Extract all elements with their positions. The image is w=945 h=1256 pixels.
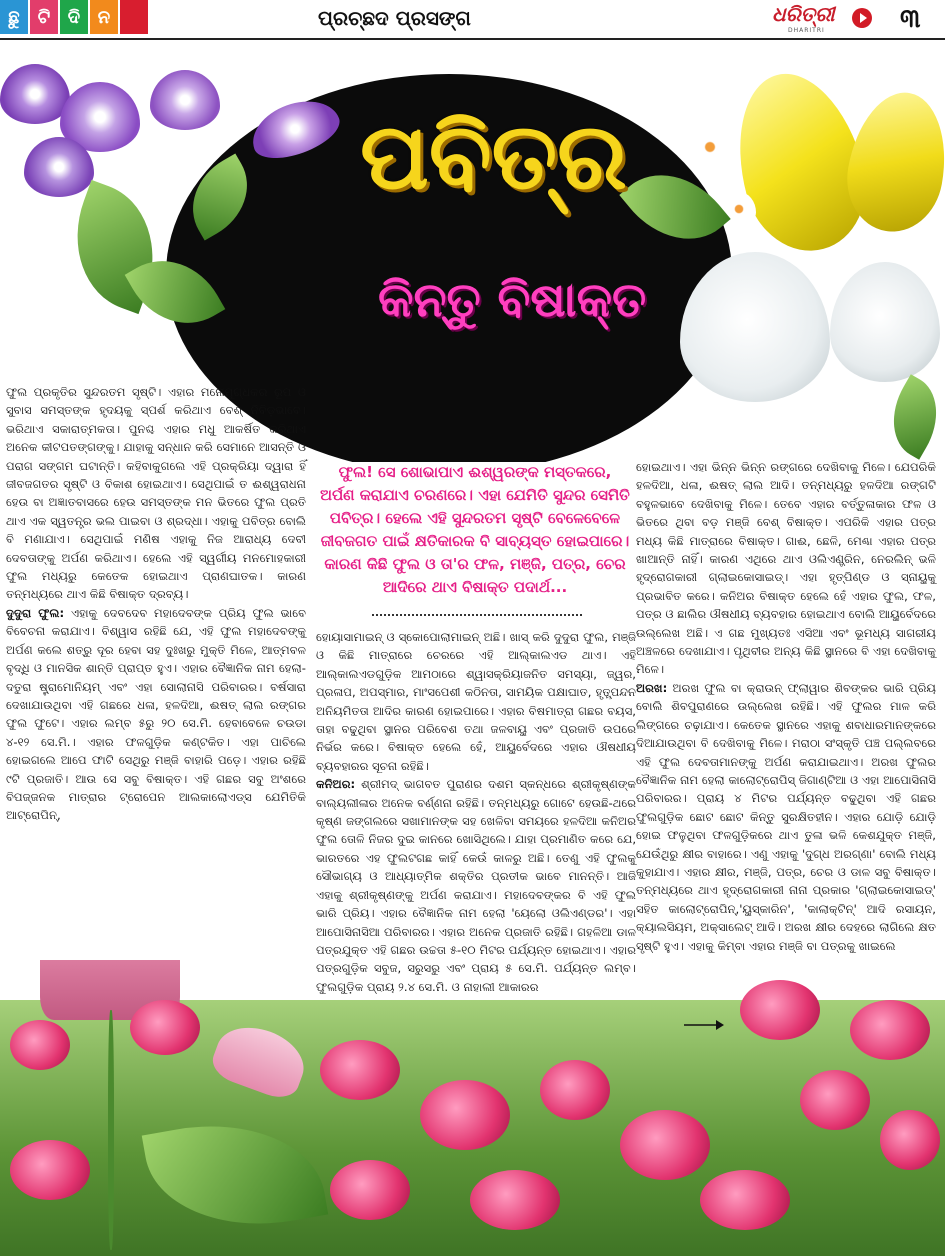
pull-quote: ଫୁଲ! ସେ ଶୋଭାପାଏ ଈଶ୍ୱରଙ୍କ ମସ୍ତକରେ, ଅର୍ପଣ କରାଯାଏ ଚରଣରେ। ଏହା ଯେମିତି ସୁନ୍ଦର ସେମିତି ପବିତ୍ର। ହେଲେ ଏହି ସୁନ୍ଦରତମ ସୃଷ୍ଟି ବେଳେବେଳେ ଜୀବଜଗତ ପାଇଁ କ୍ଷତିକାରକ ବି ସାବ୍ୟସ୍ତ ହୋଇପାରେ। କାରଣ କିଛି ଫୁଲ ଓ ତା'ର ଫଳ, ମଞ୍ଜି, ପତ୍ର, ଚେର ଆଦିରେ ଥାଏ ବିଷାକ୍ତ ପଦାର୍ଥ... [320,463,630,596]
oleander-bloom [10,1020,70,1070]
page-header [0,0,945,40]
brand-letter [120,0,148,34]
oleander-bloom [740,980,820,1040]
oleander-bloom [420,1080,510,1150]
crown-flower-image [0,64,70,124]
arrow-right-icon [684,1018,724,1032]
article-column-left [6,383,306,825]
oleander-bloom [880,1110,940,1170]
oleander-bloom [850,1000,930,1060]
oleander-bloom [800,1070,870,1130]
paragraph-text: ଶ୍ରୀମଦ୍ ଭାଗବତ ପୁରାଣର ଦଶମ ସ୍କନ୍ଧରେ ଶ୍ରୀକୃଷ୍ଣଙ୍କ ବାଲ୍ୟଲୀଳାର ଅନେକ ବର୍ଣ୍ଣନା ରହିଛି। ତନ୍ମଧ୍ୟରୁ ଗୋଟେ ହେଉଛି-ଥରେ କୃଷ୍ଣ ଜଙ୍ଗଲରେ ସଖାମାନଙ୍କ ସହ ଖେଳିବା ସମୟରେ ହଳଦିଆ କନିଅର ଫୁଲ ତୋଳି ନିଜର ଦୁଇ କାନରେ ଖୋସିଥିଲେ। ଯାହା ପ୍ରମାଣିତ କରେ ଯେ, ଭାରତରେ ଏହ ଫୁଲଟଗଛ କାହିଁ କେଉଁ କାଳରୁ ଅଛି। ତେଣୁ ଏହି ଫୁଲକୁ ସୌଭାଗ୍ୟ ଓ ଆଧ୍ୟାତ୍ମିକ ଶକ୍ତିର ପ୍ରତୀକ ଭାବେ ମାନନ୍ତି। ଆଜି ଏହାକୁ ଶ୍ରୀକୃଷ୍ଣଙ୍କୁ ଅର୍ପଣ କରାଯାଏ। ମହାଦେବଙ୍କର ବି ଏହି ଫୁଲ ଭାରି ପ୍ରିୟ। ଏହାର ବୈଜ୍ଞାନିକ ନାମ ହେଲା 'ୟେଲୋ ଓଲିଏଣ୍ଡର'। ଏହା ଆପୋସିନାସିଆ ପରିବାରର। ଏହାର ଅନେକ ପ୍ରଜାତି ରହିଛି। ଗହଳିଆ ଡାଳ ପତ୍ରଯୁକ୍ତ ଏହି ଗଛର ଉଚ୍ଚତା ୫-୧୦ ମିଟର ପର୍ଯ୍ୟନ୍ତ ହୋଇଥାଏ। ଏହାର ପତ୍ରଗୁଡ଼ିକ ସବୁଜ, ସରୁସରୁ ଏବଂ ପ୍ରାୟ ୫ ସେ.ମି. ପର୍ଯ୍ୟନ୍ତ ଲମ୍ବ। ଫୁଲଗୁଡ଼ିକ ପ୍ରାୟ ୨.୪ ସେ.ମି. ଓ ନାହାଲୀ ଆକାରର [316,777,637,994]
oleander-bloom [470,1170,560,1230]
newspaper-logo [770,2,852,36]
article-subheadline: କିନ୍ତୁ ବିଷାକ୍ତ [378,272,647,328]
play-icon[interactable] [852,8,872,28]
newspaper-sub: DHARITRI [788,27,825,34]
paragraph [636,458,936,679]
section-title: ପ୍ରଚ୍ଛଦ ପ୍ରସଙ୍ଗ [318,6,471,30]
brand-letter: ନ [90,0,118,34]
article-headline: ପବିତ୍ର [360,102,627,210]
subheading: ଅରଖ: [636,680,668,695]
oleander-garden-image [0,960,945,1256]
oleander-bloom [320,1040,400,1100]
datura-flower-image [830,262,940,382]
paragraph [316,628,636,775]
paragraph-text: ଏହାକୁ ଦେବଦେବ ମହାଦେବଙ୍କ ପ୍ରିୟ ଫୁଲ ଭାବେ ବିବେଚନା କରାଯାଏ। ବିଶ୍ୱାସ ରହିଛି ଯେ, ଏହି ଫୁଲ ମହାଦେବଙ୍କୁ ଅର୍ପଣ କଲେ ଶତ୍ରୁ ଦୂର ହେବା ସହ ଦୁଃଖରୁ ମୁକ୍ତି ମିଳେ, ଆତ୍ମବଳ ବୃଦ୍ଧି ଓ ମାନସିକ ଶାନ୍ତି ପ୍ରାପ୍ତ ହୁଏ। ଏହାର ବୈଜ୍ଞାନିକ ନାମ ହେଲା-ଦତୁରା ଷ୍ଟ୍ରାମୋନିୟମ୍ ଏବଂ ଏହା ସୋଲାନାସି ପରିବାରର। ବର୍ଷସାରା ଦେଖାଯାଉଥିବା ଏହି ଗଛରେ ଧଳା, ହଳଦିଆ, ଈଷତ୍ ଲାଲ ରଙ୍ଗର ଫୁଲ ଫୁଟେ। ଏହାର ଲମ୍ବ ୫ରୁ ୨୦ ସେ.ମି. ହେବାବେଳେ ଚଉଡା ୪-୧୨ ସେ.ମି.। ଏହାର ଫଳଗୁଡ଼ିକ କଣ୍ଟକିତ। ଏହା ପାଚିଲେ ହୋଇଗଲେ ଆପେ ଫାଟି ସେଥିରୁ ମଞ୍ଜି ବାହାରି ପଡ଼େ। ଏହାର ରହିଛି ୯ଟି ପ୍ରଜାତି। ଆଉ ସେ ସବୁ ବିଷାକ୍ତ। ଏହି ଗଛର ସବୁ ଅଂଶରେ ବିପଜ୍ଜନକ ମାତ୍ରାର ଟ୍ରୋପେନ ଆଲକାଲୋଏଡ୍ସ ଯେମିତିକି ଆଟ୍ରୋପିନ୍, [6,605,306,823]
paragraph [6,604,306,825]
jasmine-image [690,127,730,167]
newspaper-name: ଧରିତ୍ରୀ [772,2,835,26]
section-brand [0,0,150,34]
oleander-bloom [130,1000,200,1055]
subheading: କନିଅର: [316,777,356,792]
brand-letter: ଛୁ [0,0,28,34]
paragraph [636,679,936,955]
oleander-bloom [10,1140,90,1200]
dotted-divider [372,614,582,616]
oleander-bloom [540,1060,610,1120]
page-number: ୩ [900,4,921,34]
paragraph-text: ଅରଖ ଫୁଲ ବା କ୍ରାଉନ୍ ଫ୍ଲାୱାର ଶିବଙ୍କର ଭାରି ପ୍ରିୟ ବୋଲି ଶିବପୁରାଣରେ ଉଲ୍ଲେଖ ରହିଛି। ଏହି ଫୁଲର ମାଳ କରି ଲିଙ୍ଗରେ ଚଢ଼ାଯାଏ। କେତେକ ସ୍ଥାନରେ ଏହାକୁ ଶବାଧାରମାନଙ୍କରେ ଦିଆଯାଉଥିବା ବି ଦେଖିବାକୁ ମିଳେ। ମରାଠା ସଂସ୍କୃତି ପଞ୍ଚ ପଲ୍ଲବରେ ଏହି ଫୁଲ ଦେବତାମାନଙ୍କୁ ଅର୍ପଣ କରାଯାଇଥାଏ। ଅରଖ ଫୁଲର ବୈଜ୍ଞାନିକ ନାମ ହେଲା କାଲୋଟ୍ରୋପିସ୍ ଜିଗାଣ୍ଟିଆ ଓ ଏହା ଆପୋସିନାସି ପରିବାରର। ପ୍ରାୟ ୪ ମିଟର ପର୍ଯ୍ୟନ୍ତ ବଢୁଥିବା ଏହି ଗଛର ଫୁଲଗୁଡ଼ିକ ଛୋଟ ଛୋଟ କିନ୍ତୁ ସୁରକ୍ଷିତହୀନ। ଏହାର ଯୋଡ଼ି ଯୋଡ଼ି ହୋଇ ଫଳୁଥିବା ଫଳଗୁଡ଼ିକରେ ଥାଏ ତୁଳା ଭଳି କେଶଯୁକ୍ତ ମଞ୍ଜି, ଯେଉଁଥିରୁ କ୍ଷୀର ବାହାରେ। ଏଣୁ ଏହାକୁ 'ଦୁଗ୍ଧ ଅରଗ୍ଣା' ବୋଲି ମଧ୍ୟ କୁହାଯାଏ। ଏହାର କ୍ଷୀର, ମଞ୍ଜି, ପତ୍ର, ଚେର ଓ ଡାଳ ସବୁ ବିଷାକ୍ତ। ତନ୍ମଧ୍ୟରେ ଥାଏ ହୃଦ୍‌ରୋଗକାରୀ ନାନା ପ୍ରକାର 'ଗ୍ଲାଇକୋସାଇଡ୍' ସହିତ କାଲୋଟ୍ରୋପିନ୍,'ୟୁସ୍କାରିନ', 'କାଲାକ୍ଟିନ୍' ଆଦି ରସାୟନ, କ୍ୟାଲସିୟମ, ଅକ୍ସାଲେଟ୍ ଆଦି। ଅରଖ କ୍ଷୀର ଦେହରେ ଲାଗିଲେ କ୍ଷତ ସୃଷ୍ଟି ହୁଏ। ଏହାକୁ କିମ୍ବା ଏହାର ମଞ୍ଜି ବା ପତ୍ରକୁ ଖାଇଲେ [636,680,936,953]
paragraph [6,383,306,604]
oleander-bloom [620,1110,710,1180]
article-column-right [636,458,936,955]
leaf-image [876,374,945,460]
article-column-middle [316,628,636,996]
paragraph-text: ହୋଇଥାଏ। ଏହା ଭିନ୍ନ ଭିନ୍ନ ରଙ୍ଗରେ ଦେଖିବାକୁ ମିଳେ। ଯେପରିକି ହଳଦିଆ, ଧଳା, ଈଷତ୍ ଲାଲ ଆଦି। ତନ୍ମଧ୍ୟରୁ ହଳଦିଆ ରଙ୍ଗଟି ବହୁଳଭାବେ ଦେଖିବାକୁ ମିଳେ। ତେବେ ଏହାର ବର୍ତ୍ତୁଳାକାର ଫଳ ଓ ଭିତରେ ଥିବା ବଡ଼ ମଞ୍ଜି ବେଶ୍ ବିଷାକ୍ତ। ଏପରିକି ଏହାର ପତ୍ର ମଧ୍ୟ କିଛି ମାତ୍ରାରେ ବିଷାକ୍ତ। ଗାଈ, ଛେଳି, ମେଣ୍ଢା ଏହାର ପତ୍ର ଖାଆନ୍ତି ନାହିଁ। କାରଣ ଏଥିରେ ଥାଏ ଓଲିଏଣ୍ଡ୍ରିନ, ନେରଲିନ୍ ଭଳି ହୃଦ୍‌ରୋଗକାରୀ ଗ୍ଲାଇକୋସାଇଡ୍। ଏହା ହୃତ୍‌ପିଣ୍ଡ ଓ ସ୍ନାୟୁକୁ ପ୍ରଭାବିତ କରେ। କନିଅର ବିଷାକ୍ତ ହେଲେ ହେଁ ଏହାର ଫୁଲ, ଫଳ, ପତ୍ର ଓ ଛାଲିର ଔଷଧୀୟ ବ୍ୟବହାର ହୋଇଥାଏ ବୋଲି ଆୟୁର୍ବେଦରେ ଉଲ୍ଲେଖ ଅଛି। ଏ ଗଛ ମୁଖ୍ୟତଃ ଏସିଆ ଏବଂ ଭୂମଧ୍ୟ ସାଗରୀୟ ଅଞ୍ଚଳରେ ଦେଖାଯାଏ। ପୃଥିବୀର ଅନ୍ୟ କିଛି ସ୍ଥାନରେ ବି ଏହା ଦେଖିବାକୁ ମିଳେ। [636,460,936,677]
oleander-bloom [330,1160,410,1220]
brand-letter: ଟି [30,0,58,34]
subheading: ଦୁଦୁରା ଫୁଲ: [6,605,65,620]
oleander-bloom [700,1170,790,1230]
paragraph-text: ହୋୟାସାମାଇନ୍ ଓ ସ୍କୋପୋଲାମାଇନ୍ ଅଛି। ଖାସ୍ କରି ଦୁଦୁରା ଫୁଲ, ମଞ୍ଜି ଓ କିଛି ମାତ୍ରାରେ ଚେରରେ ଏହି ଆଲ୍କାଲଏଡ ଥାଏ। ଏହି ଆଲ୍କାଲଏଡଗୁଡ଼ିକ ଆମଠାରେ ଶ୍ୱାସକ୍ରିୟାଜନିତ ସମସ୍ୟା, ଜ୍ୱର, ପ୍ରଳାପ, ଅପସ୍ମାର, ମାଂସପେଶୀ କଠିନତା, ସାମୟିକ ପକ୍ଷାଘାତ, ହୃତ୍ସ୍ପନ୍ଦନ ଅନିୟମିତତା ଆଦିର କାରଣ ହୋଇପାରେ। ଏହାର ବିଷମାତ୍ରା ଗଛର ବୟସ, ତାହା ବଢୁଥିବା ସ୍ଥାନର ପରିବେଶ ତଥା ଜଳବାୟୁ ଏବଂ ପ୍ରଜାତି ଉପରେ ନିର୍ଭର କରେ। ବିଷାକ୍ତ ହେଲେ ହେଁ, ଆୟୁର୍ବେଦରେ ଏହାର ଔଷଧୀୟ ବ୍ୟବହାରର ସୂଚନା ରହିଛି। [316,630,636,773]
crown-flower-image [150,70,220,130]
stem [108,1010,114,1250]
brand-letter: ଦି [60,0,88,34]
paragraph-text: ଫୁଲ ପ୍ରକୃତିର ସୁନ୍ଦରତମ ସୃଷ୍ଟି। ଏହାର ମନୋମୁଗ୍ଧକର ରୂପ ଓ ସୁବାସ ସମସ୍ତଙ୍କ ହୃଦୟକୁ ସ୍ପର୍ଶ କରିଥାଏ ବେଶ୍ ନିବିଡ଼ଭାବେ। ଭରିଥାଏ ସକାରାତ୍ମକତା। ପୁନଶ୍ଚ ଏହାର ମଧୁ ଆକର୍ଷିତ କରିଥାଏ ଅନେକ କୀଟପତଙ୍ଗଙ୍କୁ। ଯାହାକୁ ସନ୍ଧାନ କରି ସେମାନେ ଆସନ୍ତି ଓ ପରାଗ ସଙ୍ଗମ ଘଟାନ୍ତି। କହିବାକୁଗଲେ ଏହି ପ୍ରକ୍ରିୟା ଦ୍ୱାରା ହିଁ ଜୀବଜଗତର ସୃଷ୍ଟି ଓ ବିକାଶ ହୋଇଥାଏ। ସେଥିପାଇଁ ତ ଈଶ୍ୱରାଧନା ହେଉ ବା ଅଜ୍ଞାତବାସରେ ହେଉ ସମସ୍ତଙ୍କ ମନ ଭିତରେ ଫୁଲ ପ୍ରତି ଥାଏ ଏକ ସ୍ୱତନ୍ତ୍ର ଭଲ ପାଇବା ଓ ଶ୍ରଦ୍ଧା। ଏହାକୁ ପବିତ୍ର ବୋଲି ବି ମଣାଯାଏ। ସେଥିପାଇଁ ମଣିଷ ଏହାକୁ ନିଜ ଆରାଧ୍ୟ ଦେବୀ ଦେବତାଙ୍କୁ ଅର୍ପଣ କରିଥାଏ। ହେଲେ ଏହି ସ୍ୱର୍ଗୀୟ ମନମୋହକାରୀ ଫୁଲ ମଧ୍ୟରୁ କେତେକ ହୋଇଥାଏ ପ୍ରାଣଘାତକ। କାରଣ ତନ୍ମଧ୍ୟରେ ଥାଏ କିଛି ବିଷାକ୍ତ ଦ୍ରବ୍ୟ। [6,385,306,602]
